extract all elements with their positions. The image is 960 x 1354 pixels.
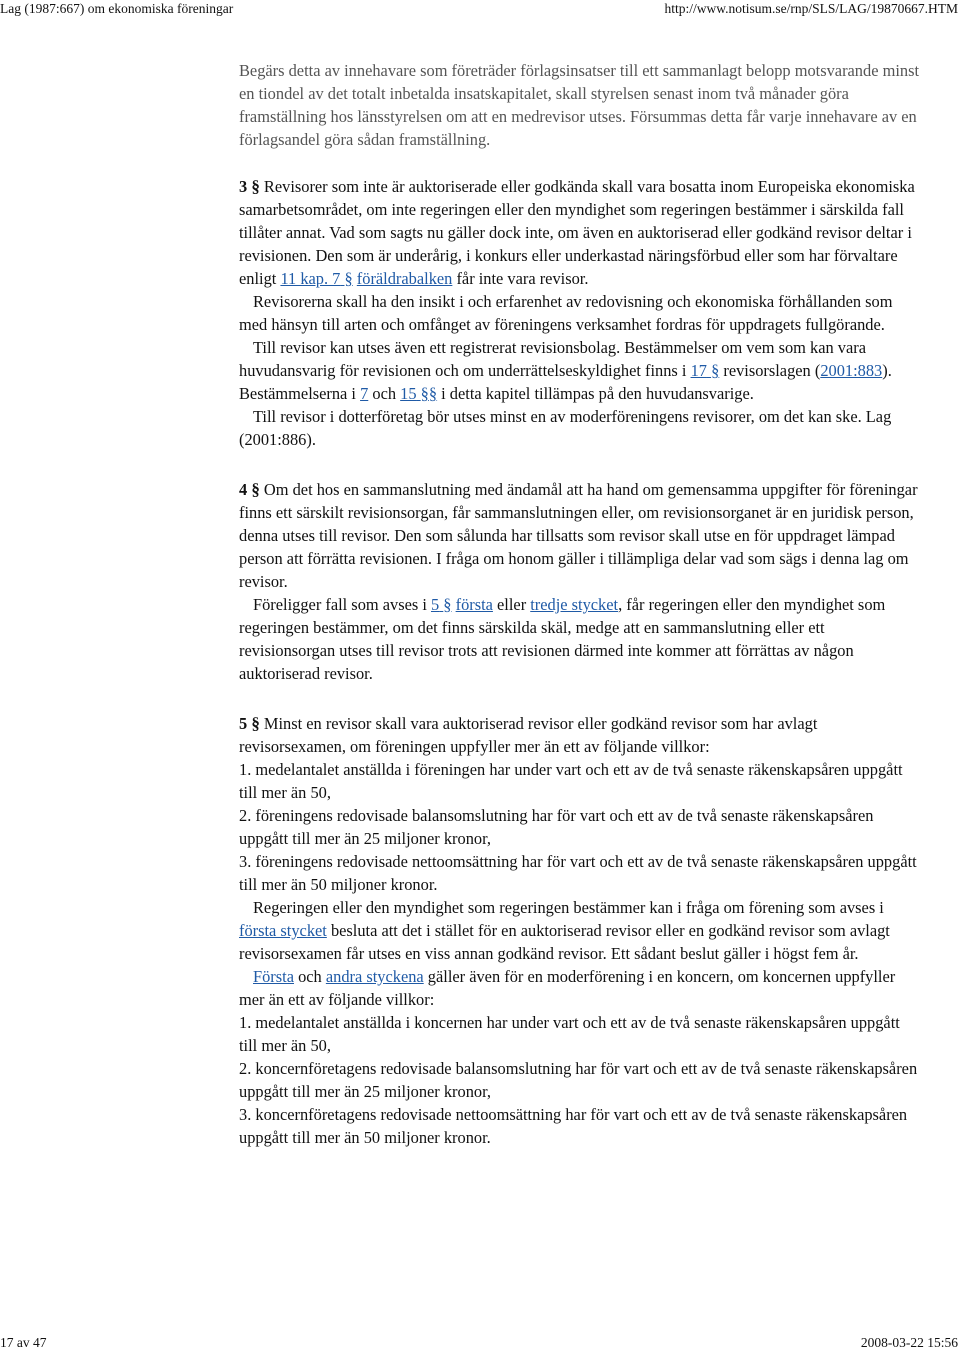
- link-paragraph-15[interactable]: 15 §§: [400, 384, 438, 403]
- section-5-group-condition-1: 1. medelantalet anställda i koncernen har under vart och ett av de två senaste räkenskapsåren uppgått till mer än 50,: [239, 1013, 900, 1055]
- section-5-paragraph-1: 5 § Minst en revisor skall vara auktoriserad revisor eller godkänd revisor som har avlagt revisorsexamen, om föreningen uppfyller mer än ett av följande villkor:: [239, 714, 818, 756]
- link-11-kap-7[interactable]: 11 kap. 7 §: [280, 269, 353, 288]
- section-5-group-condition-3: 3. koncernföretagens redovisade nettoomsättning har för vart och ett av de två senaste räkenskapsåren uppgått till mer än 50 miljoner kronor.: [239, 1105, 908, 1147]
- section-3-paragraph-4: Till revisor i dotterföretag bör utses minst en av moderföreningens revisorer, om det kan ske. Lag (2001:886).: [239, 407, 892, 449]
- link-forsta-stycket[interactable]: första stycket: [239, 921, 327, 940]
- link-forsta[interactable]: första: [455, 595, 493, 614]
- paragraph-symbol: §: [251, 177, 260, 196]
- link-tredje-stycket[interactable]: tredje stycket: [530, 595, 619, 614]
- link-forsta-capital[interactable]: Första: [253, 967, 294, 986]
- link-foraldrabalken[interactable]: föräldrabalken: [356, 269, 453, 288]
- section-5-paragraph-2: Regeringen eller den myndighet som regeringen bestämmer kan i fråga om förening som avses i första stycket besluta att det i stället för en auktoriserad revisor eller en godkänd revisor som avlagt revisorsexamen får utses en viss annan godkänd revisor. Ett sådant beslut gäller i högst fem år.: [239, 898, 890, 963]
- section-number: 4: [239, 480, 248, 499]
- document-body: [239, 59, 919, 1149]
- section-number: 3: [239, 177, 248, 196]
- paragraph-symbol: §: [251, 714, 260, 733]
- link-paragraph-7[interactable]: 7: [360, 384, 369, 403]
- section-3-paragraph-2: Revisorerna skall ha den insikt i och erfarenhet av redovisning och ekonomiska förhållanden som med hänsyn till arten och omfånget av föreningens verksamhet fordras för uppdragets fullgörande.: [239, 292, 893, 334]
- page-counter: 17 av 47: [0, 1335, 47, 1350]
- section-5-paragraph-3: Första och andra styckena gäller även för en moderförening i en koncern, om koncernen uppfyller mer än ett av följande villkor:: [239, 967, 896, 1009]
- section-3-paragraph-3: Till revisor kan utses även ett registrerat revisionsbolag. Bestämmelser om vem som kan vara huvudansvarig för revisionen och om underrättelseskyldighet finns i 17 § revisorslagen (2001:883). Bestämmelserna i 7 och 15 §§ i detta kapitel tillämpas på den huvudansvarige.: [239, 338, 892, 403]
- link-andra-styckena[interactable]: andra styckena: [325, 967, 424, 986]
- page-header-url: http://www.notisum.se/rnp/SLS/LAG/19870667.HTM: [664, 1, 958, 16]
- link-17-revisorslagen[interactable]: 17 §: [690, 361, 720, 380]
- print-timestamp: 2008-03-22 15:56: [860, 1335, 958, 1350]
- section-5-condition-1: 1. medelantalet anställda i föreningen har under vart och ett av de två senaste räkenskapsåren uppgått till mer än 50,: [239, 760, 903, 802]
- section-2-paragraph: Begärs detta av innehavare som företräder förlagsinsatser till ett sammanlagt belopp motsvarande minst en tiondel av det totalt inbetalda insatskapitalet, skall styrelsen senast inom två månader göra framställning hos länsstyrelsen om att en medrevisor utses. Försummas detta får varje innehavare av en förlagsandel göra sådan framställning.: [239, 61, 919, 149]
- link-2001-883[interactable]: 2001:883: [820, 361, 883, 380]
- paragraph-symbol: §: [251, 480, 260, 499]
- section-5-group-condition-2: 2. koncernföretagens redovisade balansomslutning har för vart och ett av de två senaste räkenskapsåren uppgått till mer än 25 miljoner kronor,: [239, 1059, 918, 1101]
- section-3-paragraph-1: 3 § Revisorer som inte är auktoriserade eller godkända skall vara bosatta inom Europeiska ekonomiska samarbetsområdet, om inte regeringen eller den myndighet som regeringen bestämmer i särskilda fall tillåter annat. Vad som sagts nu gäller dock inte, om även en auktoriserad eller godkänd revisor deltar i revisionen. Den som är underårig, i konkurs eller underkastad näringsförbud eller som har förvaltare enligt 11 kap. 7 § föräldrabalken får inte vara revisor.: [239, 177, 915, 288]
- section-5-condition-3: 3. föreningens redovisade nettoomsättning har för vart och ett av de två senaste räkenskapsåren uppgått till mer än 50 miljoner kronor.: [239, 852, 917, 894]
- page-header-title: Lag (1987:667) om ekonomiska föreningar: [0, 1, 234, 16]
- section-4-paragraph-1: 4 § Om det hos en sammanslutning med ändamål att ha hand om gemensamma uppgifter för föreningar finns ett särskilt revisionsorgan, får sammanslutningen eller, om revisionsorganet är en juridisk person, denna utses till revisor. Den som sålunda har tillsatts som revisor skall utse en för uppdraget lämpad person att förrätta revisionen. I fråga om honom gäller i tillämpliga delar vad som sägs i denna lag om revisor.: [239, 480, 918, 591]
- section-number: 5: [239, 714, 248, 733]
- link-5-paragraph[interactable]: 5 §: [430, 595, 452, 614]
- section-5-condition-2: 2. föreningens redovisade balansomslutning har för vart och ett av de två senaste räkenskapsåren uppgått till mer än 25 miljoner kronor,: [239, 806, 874, 848]
- section-4-paragraph-2: Föreligger fall som avses i 5 § första eller tredje stycket, får regeringen eller den myndighet som regeringen bestämmer, om det finns särskilda skäl, medge att en sammanslutning eller ett revisionsorgan utses till revisor trots att revisionen därmed inte kommer att förrättas av någon auktoriserad revisor.: [239, 595, 886, 683]
